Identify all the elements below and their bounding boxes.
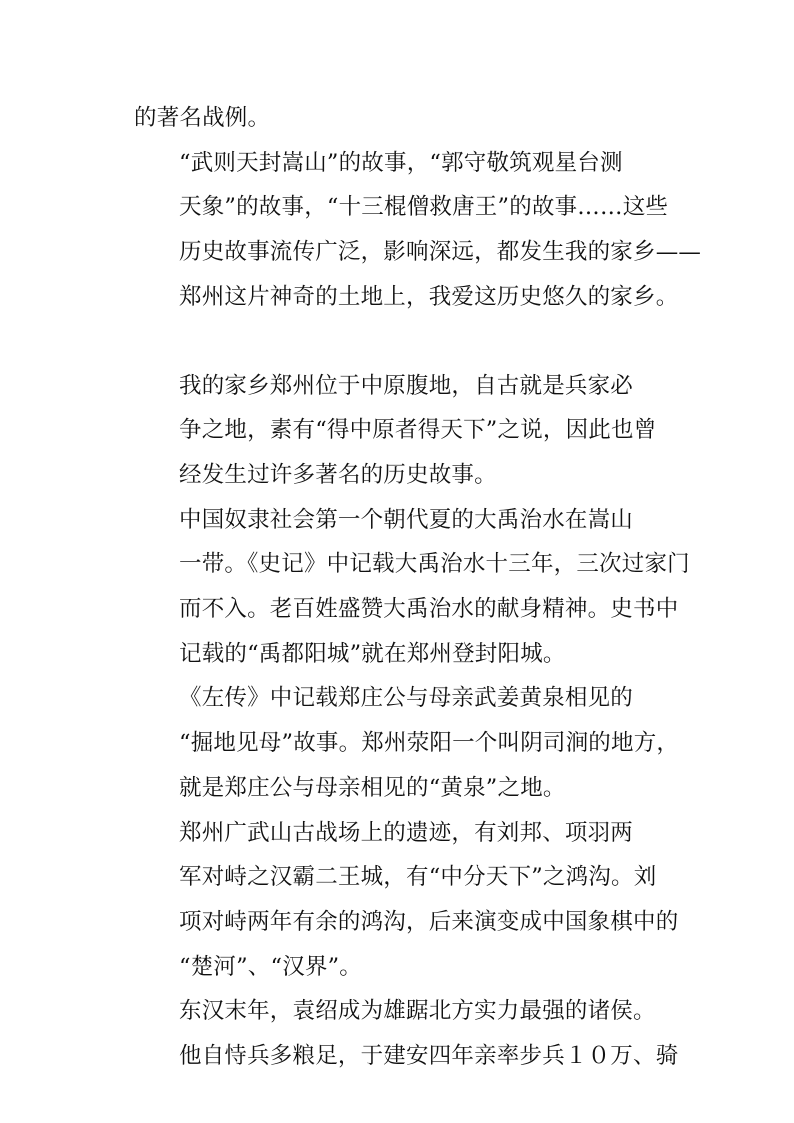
paragraph-zuozhuan (134, 676, 680, 810)
text-line: 一带。《史记》中记载大禹治水十三年，三次过家门 (179, 551, 690, 578)
text-line: 争之地，素有“得中原者得天下”之说，因此也曾 (179, 417, 657, 444)
paragraph-story-list (134, 141, 702, 320)
text-line: 历史故事流传广泛，影响深远，都发生我的家乡—— (179, 239, 702, 266)
text-line: 的著名战例。 (134, 105, 271, 131)
text-line: 就是郑庄公与母亲相见的“黄泉”之地。 (179, 774, 566, 801)
paragraph-yuanshao (134, 989, 679, 1078)
text-line: “掘地见母”故事。郑州荥阳一个叫阴司涧的地方， (179, 730, 680, 757)
paragraph-continuation (134, 96, 674, 141)
text-line: “武则天封嵩山”的故事，“郭守敬筑观星台测 (179, 149, 623, 176)
text-line: 中国奴隶社会第一个朝代夏的大禹治水在嵩山 (179, 506, 634, 533)
text-line: 军对峙之汉霸二王城，有“中分天下”之鸿沟。刘 (179, 864, 657, 891)
text-line: 郑州这片神奇的土地上，我爱这历史悠久的家乡。 (179, 283, 679, 310)
text-line: 《左传》中记载郑庄公与母亲武姜黄泉相见的 (179, 685, 634, 712)
text-line: 东汉末年，袁绍成为雄踞北方实力最强的诸侯。 (179, 998, 656, 1025)
section-gap (134, 320, 674, 364)
text-line: 而不入。老百姓盛赞大禹治水的献身精神。史书中 (179, 596, 679, 623)
text-line: 天象”的故事，“十三棍僧救唐王”的故事……这些 (179, 194, 669, 221)
text-line: “楚河”、“汉界”。 (179, 953, 363, 980)
text-line: 他自恃兵多粮足，于建安四年亲率步兵１０万、骑 (179, 1043, 679, 1070)
paragraph-guangwu (134, 811, 679, 990)
text-line: 经发生过许多著名的历史故事。 (179, 461, 497, 488)
paragraph-intro (134, 364, 674, 498)
document-page (134, 96, 702, 1079)
text-line: 我的家乡郑州位于中原腹地，自古就是兵家必 (179, 372, 634, 399)
text-line: 郑州广武山古战场上的遗迹，有刘邦、项羽两 (179, 819, 634, 846)
paragraph-dayu (134, 498, 690, 677)
text-line: 项对峙两年有余的鸿沟，后来演变成中国象棋中的 (179, 908, 679, 935)
text-line: 记载的“禹都阳城”就在郑州登封阳城。 (179, 640, 566, 667)
